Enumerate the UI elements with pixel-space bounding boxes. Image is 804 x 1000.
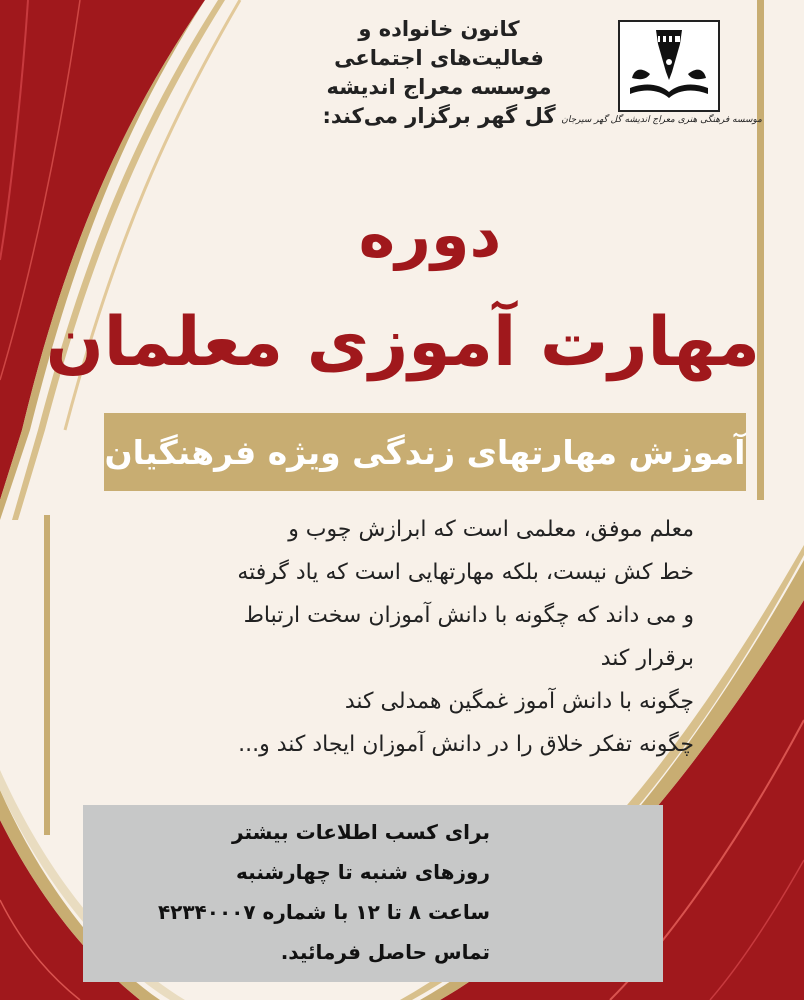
description-line: معلم موفق، معلمی است که ابرازش چوب و: [288, 517, 694, 542]
organizer-line: کانون خانواده و: [358, 17, 520, 41]
description-line: چگونه با دانش آموز غمگین همدلی کند: [344, 689, 694, 714]
contact-line: برای کسب اطلاعات بیشتر: [232, 820, 490, 844]
contact-info-text: [100, 812, 490, 972]
organizer-text: [300, 15, 578, 131]
organizer-line: موسسه معراج اندیشه: [326, 75, 552, 99]
banner-text: آموزش مهارتهای زندگی ویژه فرهنگیان: [104, 432, 746, 472]
contact-line: ساعت ۸ تا ۱۲ با شماره ۴۲۳۴۰۰۰۷: [157, 900, 490, 924]
description-line: و می داند که چگونه با دانش آموزان سخت ارتباط: [243, 603, 694, 628]
description-line: چگونه تفکر خلاق را در دانش آموزان ایجاد کند و...: [238, 732, 694, 757]
course-label: دوره: [358, 198, 502, 271]
description-line: برقرار کند: [600, 646, 694, 671]
description-line: خط کش نیست، بلکه مهارتهایی است که یاد گرفته: [237, 560, 694, 585]
logo-caption: موسسه فرهنگی هنری معراج اندیشه گل گهر سیرجان: [561, 115, 762, 125]
course-title: مهارت آموزی معلمان: [45, 303, 760, 382]
pen-book-icon: [620, 22, 718, 110]
description-paragraph: [120, 508, 694, 766]
logo-emblem: [618, 20, 720, 112]
institute-logo: [561, 18, 762, 143]
contact-line: تماس حاصل فرمائید.: [280, 940, 490, 964]
subtitle-banner: [104, 413, 746, 491]
contact-line: روزهای شنبه تا چهارشنبه: [236, 860, 490, 884]
organizer-line: فعالیت‌های اجتماعی: [334, 46, 544, 70]
organizer-line: گل گهر برگزار می‌کند:: [322, 104, 556, 128]
